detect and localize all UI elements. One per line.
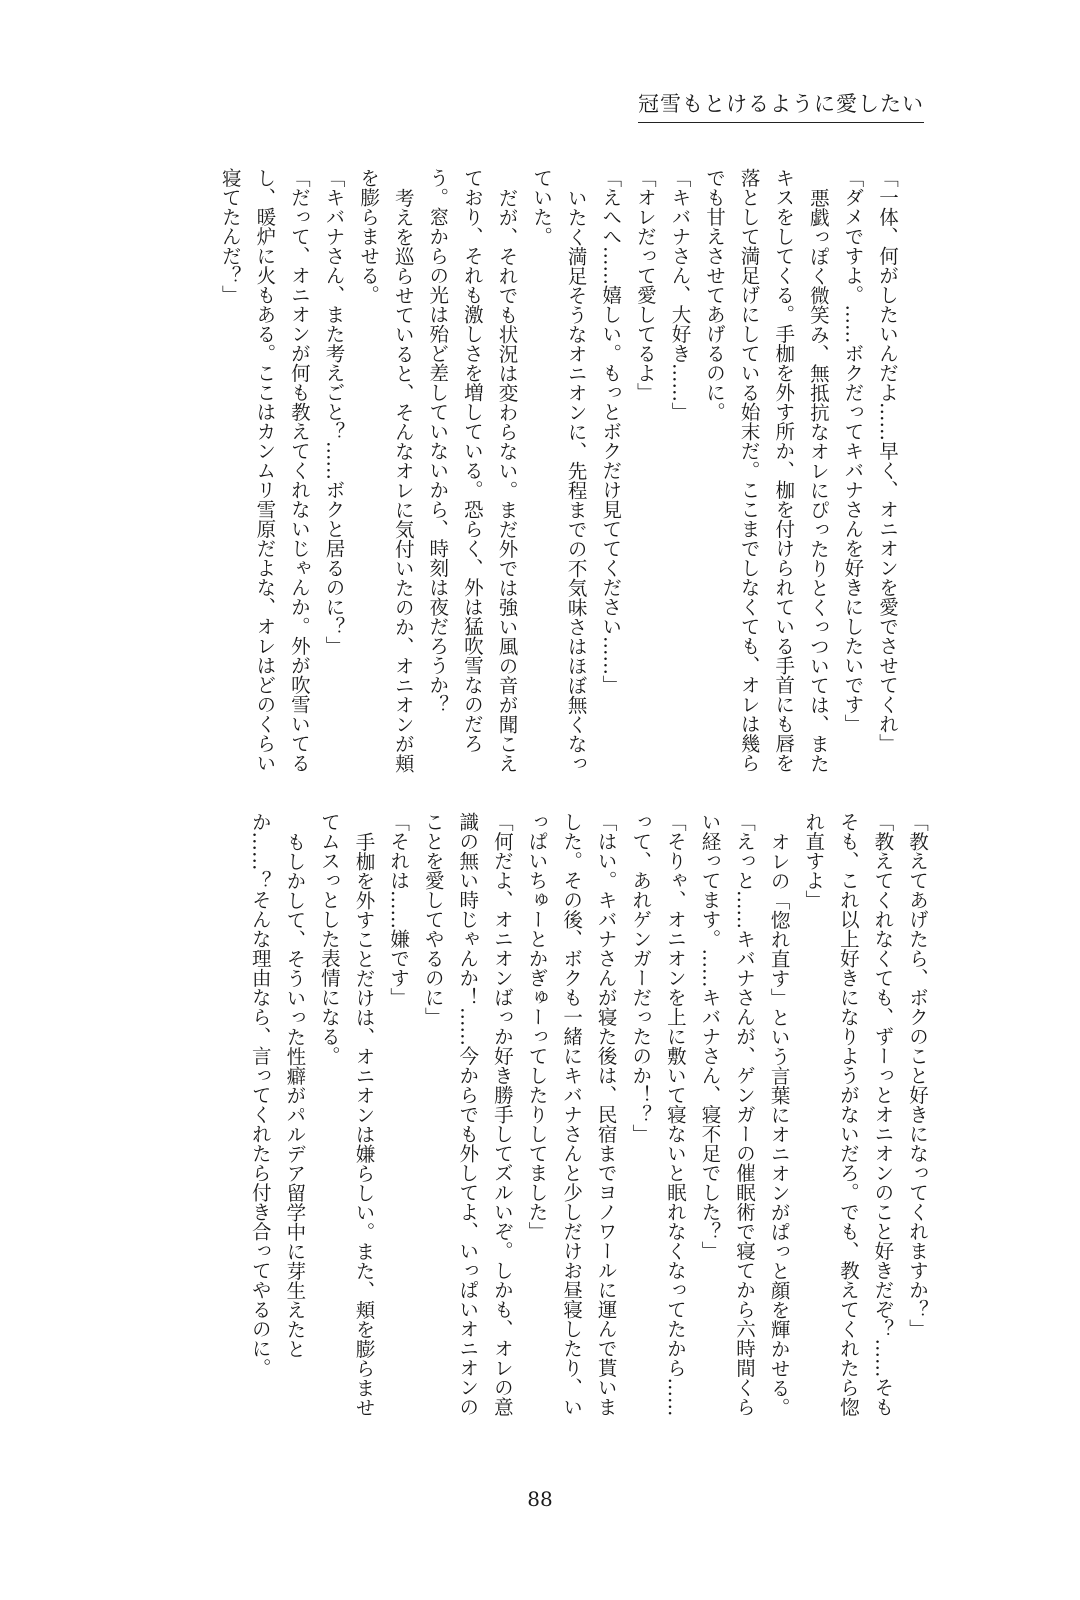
paragraph: 「教えてあげたら、ボクのこと好きになってくれますか？」 — [906, 812, 929, 1339]
paragraph: 「キバナさん、大好き……」 — [668, 168, 692, 422]
paragraph: だが、それでも状況は変わらない。まだ外では強い風の音が聞こえており、それも激しさを増している。恐らく、外は猛吹雪なのだろう。窓からの光は殆ど差していないから、時刻は夜だろうか？ — [426, 168, 519, 773]
paragraph: 「キバナさん、また考えごと？……ボクと居るのに？」 — [322, 168, 346, 656]
paragraph: 「それは……嫌です」 — [387, 812, 411, 1007]
paragraph: 「何だよ、オニオンばっか好き勝手してズルいぞ。しかも、オレの意識の無い時じゃんか！……今からでも外してよ、いっぱいオニオンのことを愛してやるのに」 — [421, 812, 514, 1417]
paragraph: 「オレだって愛してるよ」 — [633, 168, 657, 402]
paragraph: 悪戯っぽく微笑み、無抵抗なオレにぴったりとくっついては、またキスをしてくる。手枷を外す所か、枷を付けられている手首にも唇を落として満足げにしている始末だ。ここまでしなくても、オレは幾らでも甘えさせてあげるのに。 — [703, 168, 830, 773]
paragraph: もしかして、そういった性癖がパルデア留学中に芽生えたとか……？そんな理由なら、言ってくれたら付き合ってやるのに。 — [248, 812, 307, 1378]
paragraph: 「そりゃ、オニオンを上に敷いて寝ないと眠れなくなってたから……って、あれゲンガーだったのか！？」 — [629, 812, 687, 1417]
paragraph: 「ダメですよ。……ボクだってキバナさんを好きにしたいです」 — [841, 168, 865, 734]
text-column-lower — [214, 812, 934, 1422]
page-number: 88 — [527, 1487, 553, 1511]
paragraph: オレの「惚れ直す」という言葉にオニオンがぱっと顔を輝かせる。 — [767, 831, 791, 1417]
paragraph: 「えっと……キバナさんが、ゲンガーの催眠術で寝てから六時間くらい経ってます。……キバナさん、寝不足でした？」 — [698, 812, 757, 1417]
paragraph: 「だって、オニオンが何も教えてくれないじゃんか。外が吹雪いてるし、暖炉に火もある。ここはカンムリ雪原だよな、オレはどのくらい寝てたんだ？」 — [218, 168, 311, 773]
paragraph: 「教えてくれなくても、ずーっとオニオンのこと好きだぞ？……そもそも、これ以上好きになりようがないだろ。でも、教えてくれたら惚れ直すよ」 — [802, 812, 895, 1417]
paragraph: 考えを巡らせていると、そんなオレに気付いたのか、オニオンが頬を膨らませる。 — [357, 168, 415, 773]
text-column-upper — [184, 168, 904, 778]
page-header-title: 冠雪もとけるように愛したい — [638, 88, 924, 123]
paragraph: いたく満足そうなオニオンに、先程までの不気味さはほぼ無くなっていた。 — [530, 168, 588, 773]
paragraph: 「はい。キバナさんが寝た後は、民宿までヨノワールに運んで貰いました。その後、ボクも一緒にキバナさんと少しだけお昼寝したり、いっぱいちゅーとかぎゅーってしたりしてました」 — [525, 812, 618, 1417]
paragraph: 「えへへ……嬉しい。もっとボクだけ見ててください……」 — [599, 168, 623, 695]
paragraph: 「一体、何がしたいんだよ……早く、オニオンを愛でさせてくれ」 — [876, 168, 899, 753]
paragraph: 手枷を外すことだけは、オニオンは嫌らしい。また、頬を膨らませてムスっとした表情になる。 — [317, 812, 376, 1417]
